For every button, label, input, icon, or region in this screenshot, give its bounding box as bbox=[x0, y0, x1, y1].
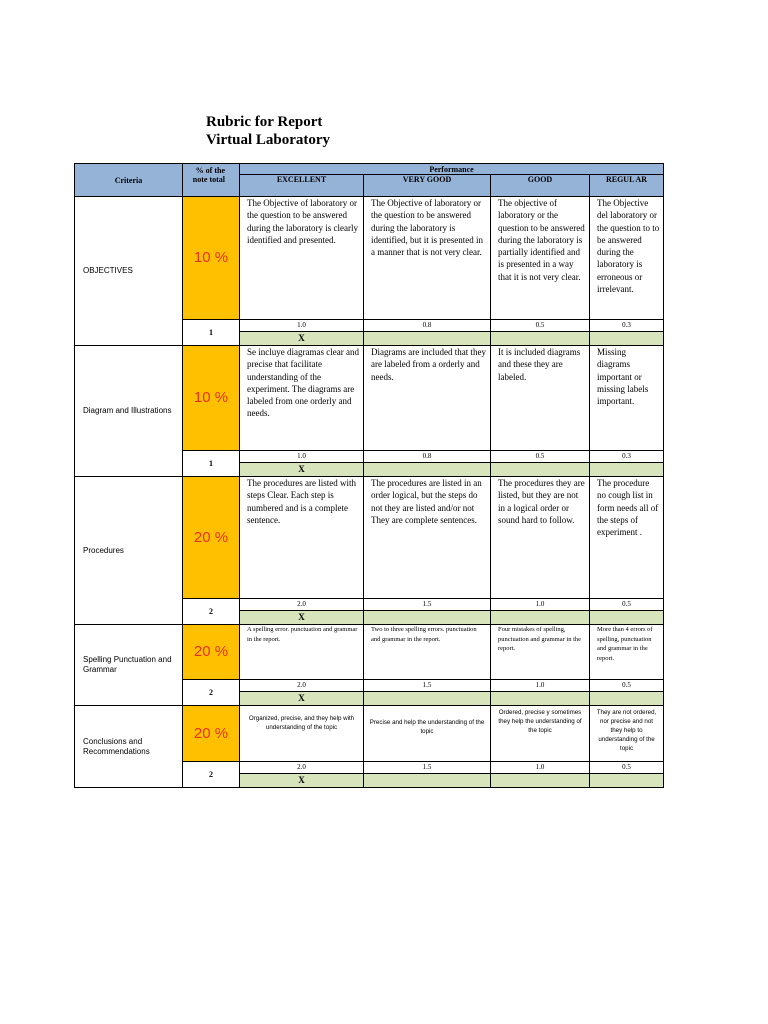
rubric-table bbox=[74, 163, 664, 788]
header-level-regular: REGUL AR bbox=[590, 175, 664, 197]
mark-good[interactable] bbox=[491, 692, 590, 706]
mark-regular[interactable] bbox=[590, 774, 664, 788]
score-good: 0.5 bbox=[491, 320, 590, 332]
criterion-weight: 1 bbox=[183, 320, 240, 346]
description-regular: More than 4 errors of spelling, punctuation and grammar in the report. bbox=[590, 625, 664, 680]
mark-very-good[interactable] bbox=[364, 332, 491, 346]
description-excellent: The Objective of laboratory or the question to be answered during the laboratory is clearly identified and presented. bbox=[240, 197, 364, 320]
header-percent bbox=[183, 164, 240, 197]
criterion-name: Procedures bbox=[75, 477, 183, 625]
header-criteria: Criteria bbox=[75, 164, 183, 197]
title-line-2: Virtual Laboratory bbox=[206, 132, 331, 148]
criterion-row-conclusions bbox=[75, 706, 664, 762]
header-percent-text: % of the note total bbox=[192, 166, 225, 184]
title-line-1: Rubric for Report bbox=[206, 114, 323, 130]
criterion-row-objectives bbox=[75, 197, 664, 320]
description-excellent: Se incluye diagramas clear and precise that facilitate understanding of the experiment. The diagrams are labeled from one orderly and needs. bbox=[240, 346, 364, 451]
description-excellent: Organized, precise, and they help with understanding of the topic bbox=[240, 706, 364, 762]
mark-very-good[interactable] bbox=[364, 774, 491, 788]
mark-regular[interactable] bbox=[590, 332, 664, 346]
score-regular: 0.3 bbox=[590, 451, 664, 463]
criterion-row-procedures bbox=[75, 477, 664, 599]
score-excellent: 2.0 bbox=[240, 680, 364, 692]
header-row-1 bbox=[75, 164, 664, 175]
criterion-weight: 2 bbox=[183, 599, 240, 625]
header-performance: Performance bbox=[240, 164, 664, 175]
mark-good[interactable] bbox=[491, 463, 590, 477]
description-excellent: A spelling error. punctuation and grammar in the report. bbox=[240, 625, 364, 680]
score-good: 0.5 bbox=[491, 451, 590, 463]
criterion-name: Diagram and Illustrations bbox=[75, 346, 183, 477]
criterion-row-spelling bbox=[75, 625, 664, 680]
description-good: The procedures they are listed, but they are not in a logical order or sound hard to follow. bbox=[491, 477, 590, 599]
score-excellent: 2.0 bbox=[240, 762, 364, 774]
mark-good[interactable] bbox=[491, 774, 590, 788]
criterion-name: Conclusions and Recommendations bbox=[75, 706, 183, 788]
description-very-good: The procedures are listed in an order logical, but the steps do not they are listed and/or not They are complete sentences. bbox=[364, 477, 491, 599]
criterion-name: Spelling Punctuation and Grammar bbox=[75, 625, 183, 706]
document-title bbox=[206, 113, 330, 149]
description-good: The objective of laboratory or the question to be answered during the laboratory is partially identified and is presented in a way that it is not very clear. bbox=[491, 197, 590, 320]
score-excellent: 2.0 bbox=[240, 599, 364, 611]
mark-very-good[interactable] bbox=[364, 463, 491, 477]
criterion-percent: 20 % bbox=[183, 625, 240, 680]
criterion-percent: 10 % bbox=[183, 197, 240, 320]
description-very-good: The Objective of laboratory or the question to be answered during the laboratory is identified, but it is presented in a manner that is not very clear. bbox=[364, 197, 491, 320]
mark-very-good[interactable] bbox=[364, 692, 491, 706]
description-regular: The procedure no cough list in form needs all of the steps of experiment . bbox=[590, 477, 664, 599]
description-very-good: Precise and help the understanding of the topic bbox=[364, 706, 491, 762]
header-level-very-good: VERY GOOD bbox=[364, 175, 491, 197]
score-very-good: 0.8 bbox=[364, 320, 491, 332]
mark-excellent[interactable]: X bbox=[240, 463, 364, 477]
score-good: 1.0 bbox=[491, 680, 590, 692]
mark-excellent[interactable]: X bbox=[240, 611, 364, 625]
mark-good[interactable] bbox=[491, 332, 590, 346]
description-good: It is included diagrams and these they are labeled. bbox=[491, 346, 590, 451]
mark-very-good[interactable] bbox=[364, 611, 491, 625]
criterion-row-diagrams bbox=[75, 346, 664, 451]
mark-good[interactable] bbox=[491, 611, 590, 625]
criterion-weight: 2 bbox=[183, 762, 240, 788]
criterion-weight: 1 bbox=[183, 451, 240, 477]
criterion-percent: 20 % bbox=[183, 477, 240, 599]
score-excellent: 1.0 bbox=[240, 320, 364, 332]
criterion-name: OBJECTIVES bbox=[75, 197, 183, 346]
description-good: Ordered, precise y sometimes they help the understanding of the topic bbox=[491, 706, 590, 762]
score-regular: 0.3 bbox=[590, 320, 664, 332]
criterion-percent: 10 % bbox=[183, 346, 240, 451]
criterion-weight: 2 bbox=[183, 680, 240, 706]
mark-regular[interactable] bbox=[590, 463, 664, 477]
score-very-good: 1.5 bbox=[364, 762, 491, 774]
description-very-good: Two to three spelling errors. punctuation and grammar in the report. bbox=[364, 625, 491, 680]
score-very-good: 0.8 bbox=[364, 451, 491, 463]
description-very-good: Diagrams are included that they are labeled from a orderly and needs. bbox=[364, 346, 491, 451]
score-very-good: 1.5 bbox=[364, 599, 491, 611]
mark-excellent[interactable]: X bbox=[240, 774, 364, 788]
score-excellent: 1.0 bbox=[240, 451, 364, 463]
criterion-percent: 20 % bbox=[183, 706, 240, 762]
description-excellent: The procedures are listed with steps Clear. Each step is numbered and is a complete sentence. bbox=[240, 477, 364, 599]
score-good: 1.0 bbox=[491, 599, 590, 611]
header-level-excellent: EXCELLENT bbox=[240, 175, 364, 197]
score-good: 1.0 bbox=[491, 762, 590, 774]
mark-excellent[interactable]: X bbox=[240, 332, 364, 346]
description-regular: The Objective del laboratory or the question to to be answered during the laboratory is erroneous or irrelevant. bbox=[590, 197, 664, 320]
mark-regular[interactable] bbox=[590, 611, 664, 625]
header-level-good: GOOD bbox=[491, 175, 590, 197]
score-regular: 0.5 bbox=[590, 599, 664, 611]
mark-excellent[interactable]: X bbox=[240, 692, 364, 706]
score-very-good: 1.5 bbox=[364, 680, 491, 692]
description-regular: They are not ordered, nor precise and not they help to understanding of the topic bbox=[590, 706, 664, 762]
score-regular: 0.5 bbox=[590, 680, 664, 692]
score-regular: 0.5 bbox=[590, 762, 664, 774]
description-good: Four mistakes of spelling, punctuation and grammar in the report. bbox=[491, 625, 590, 680]
description-regular: Missing diagrams important or missing labels important. bbox=[590, 346, 664, 451]
mark-regular[interactable] bbox=[590, 692, 664, 706]
